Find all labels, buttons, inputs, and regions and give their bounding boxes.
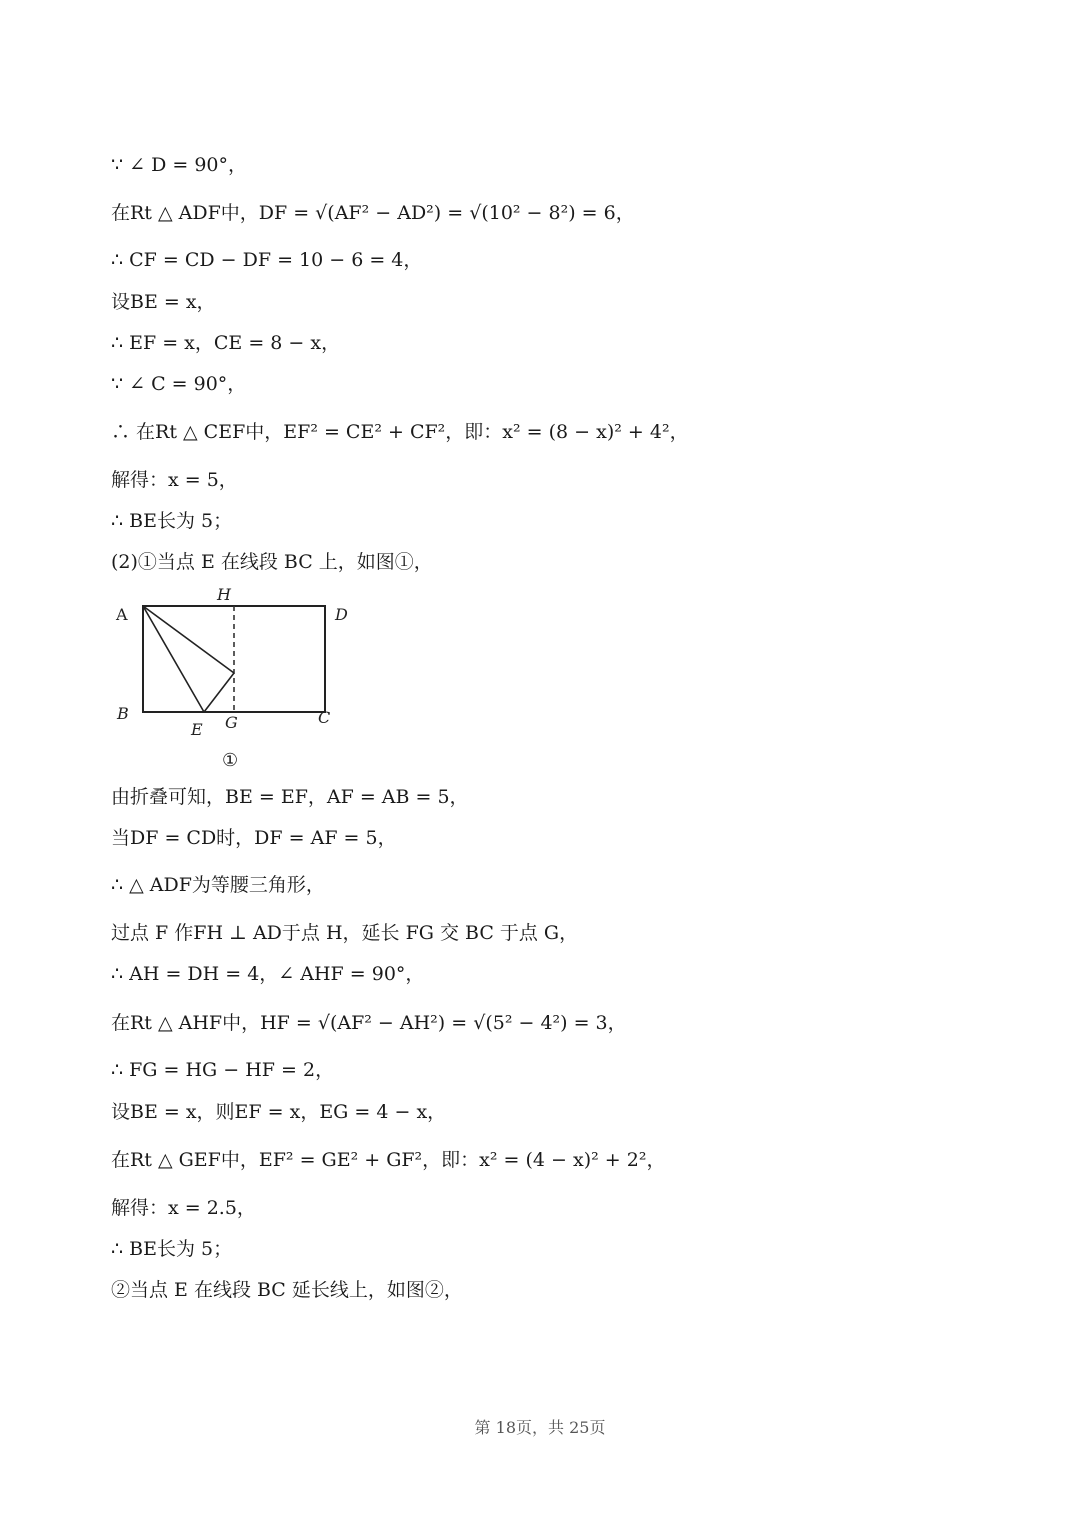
label-b: B (117, 704, 129, 723)
text-line: ∴ CF = CD − DF = 10 − 6 = 4， (111, 249, 423, 271)
text-line: 在Rt △ GEF中，EF² = GE² + GF²，即：x² = (4 − x)² + 2²， (111, 1149, 666, 1171)
text-line: 解得：x = 5， (111, 469, 238, 491)
page-footer: 第 18页，共 25页 (474, 1418, 606, 1437)
label-e: E (191, 720, 203, 739)
text-line: ∵ ∠ D = 90°， (111, 154, 247, 176)
label-c: C (318, 708, 331, 727)
text-line: ∴ △ ADF为等腰三角形， (111, 874, 325, 896)
label-h: H (217, 585, 231, 604)
label-a: A (116, 605, 128, 624)
text-line: 过点 F 作FH ⊥ AD于点 H，延长 FG 交 BC 于点 G， (111, 922, 579, 944)
text-line: ∵ ∠ C = 90°， (111, 373, 247, 395)
text-line: 在Rt △ AHF中，HF = √(AF² − AH²) = √(5² − 4²) = 3， (111, 1012, 627, 1034)
label-d: D (335, 605, 348, 624)
segment-af (143, 606, 234, 673)
text-line: 解得：x = 2.5， (111, 1197, 256, 1219)
text-line: 由折叠可知，BE = EF，AF = AB = 5， (111, 786, 469, 808)
text-line: ∴ AH = DH = 4，∠ AHF = 90°， (111, 963, 425, 985)
text-line: ∴ FG = HG − HF = 2， (111, 1059, 335, 1081)
text-line: 当DF = CD时，DF = AF = 5， (111, 827, 397, 849)
text-line: 设BE = x，则EF = x，EG = 4 − x， (111, 1101, 447, 1123)
geometry-figure (108, 582, 368, 777)
text-line: ②当点 E 在线段 BC 延长线上，如图②， (111, 1279, 463, 1301)
text-line: ∴ 在Rt △ CEF中，EF² = CE² + CF²，即：x² = (8 − x)² + 4²， (111, 421, 689, 443)
text-line: (2)①当点 E 在线段 BC 上，如图①， (111, 551, 433, 573)
text-line: 在Rt △ ADF中，DF = √(AF² − AD²) = √(10² − 8²) = 6， (111, 202, 635, 224)
text-line: ∴ BE长为 5； (111, 510, 233, 532)
label-g: G (225, 713, 238, 732)
figure-caption: ① (222, 750, 239, 771)
text-line: ∴ BE长为 5； (111, 1238, 233, 1260)
segment-ae (143, 606, 204, 712)
segment-ef (204, 673, 234, 712)
text-line: 设BE = x， (111, 291, 216, 313)
text-line: ∴ EF = x，CE = 8 − x， (111, 332, 341, 354)
